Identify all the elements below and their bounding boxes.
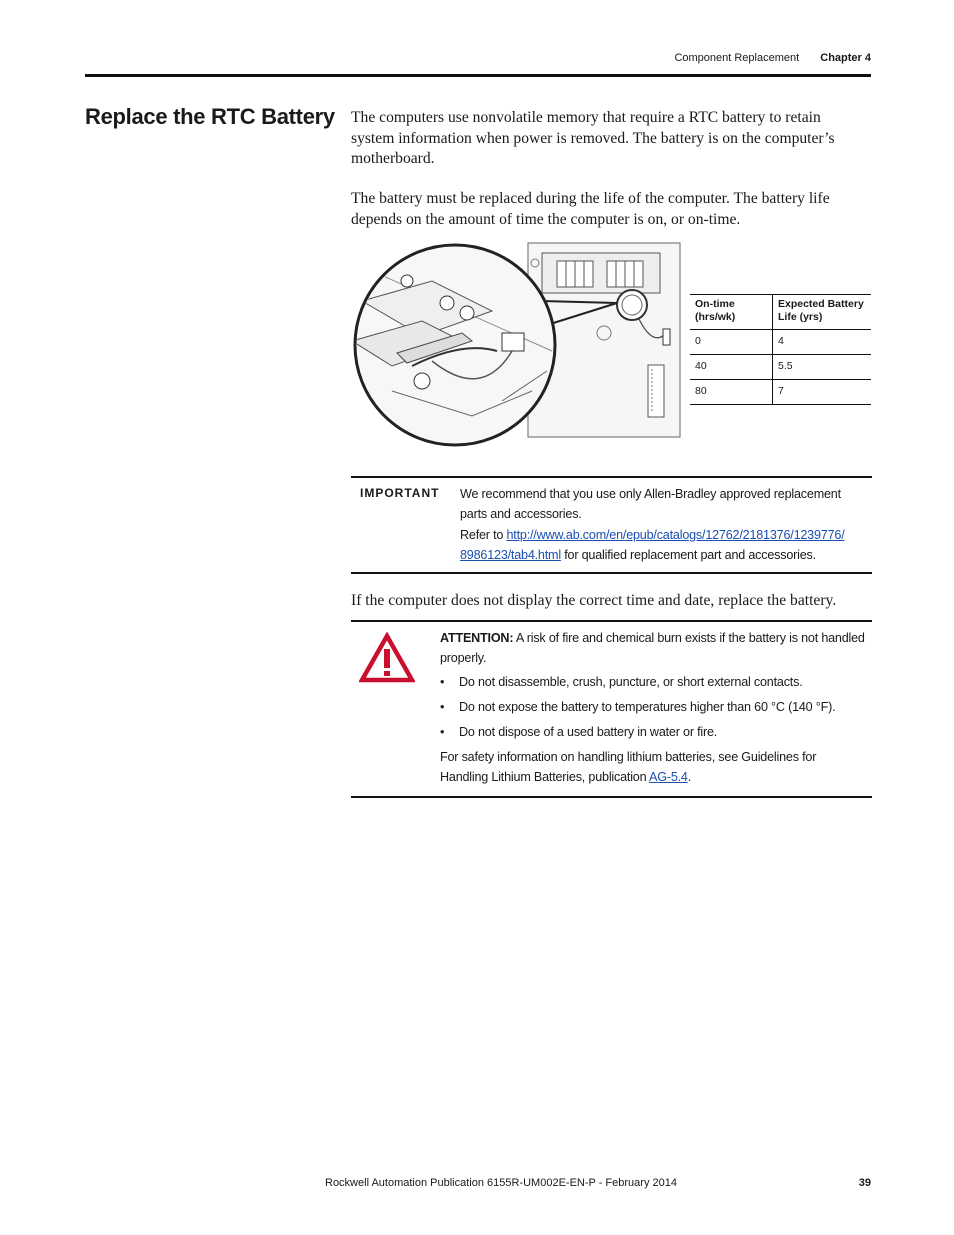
time-date-paragraph: If the computer does not display the correct time and date, replace the battery. bbox=[351, 592, 837, 609]
note-prefix: For safety information on handling lithium batteries, see Guidelines for Handling Lithium Batteries, publication bbox=[440, 750, 817, 784]
catalog-link-line2: 8986123/tab4.html bbox=[460, 548, 561, 563]
table-row bbox=[690, 380, 871, 405]
column-header-battery-life: Expected Battery Life (yrs) bbox=[773, 295, 872, 330]
catalog-link-line1: http://www.ab.com/en/epub/catalogs/12762/2181376/1239776/ bbox=[506, 527, 845, 542]
header-chapter: Chapter 4 bbox=[820, 52, 871, 64]
publication-footer: Rockwell Automation Publication 6155R-UM002E-EN-P - February 2014 bbox=[325, 1177, 677, 1189]
attention-notice bbox=[351, 620, 872, 798]
table-cell: 4 bbox=[773, 330, 872, 355]
list-item: • Do not expose the battery to temperatures higher than 60 °C (140 °F). bbox=[440, 697, 865, 717]
page-title: Replace the RTC Battery bbox=[85, 104, 335, 129]
ag-5-4-link[interactable]: AG-5.4 bbox=[649, 770, 688, 784]
table-cell: 7 bbox=[773, 380, 872, 405]
table-cell: 40 bbox=[690, 355, 773, 380]
important-body bbox=[460, 484, 865, 566]
attention-lead: ATTENTION: bbox=[440, 631, 514, 645]
note-suffix: . bbox=[687, 770, 692, 784]
intro-paragraph: The computers use nonvolatile memory that require a RTC battery to retain system information when power is removed. The battery is on the computer’s motherboard. bbox=[351, 109, 835, 167]
important-notice bbox=[351, 476, 872, 574]
table-cell: 5.5 bbox=[773, 355, 872, 380]
attention-text: A risk of fire and chemical burn exists if the battery is not handled properly. bbox=[440, 631, 865, 665]
battery-life-table bbox=[690, 294, 871, 405]
table-row bbox=[690, 330, 871, 355]
refer-suffix: for qualified replacement part and accessories. bbox=[560, 548, 816, 563]
attention-body bbox=[440, 628, 865, 787]
motherboard-rtc-battery-illustration bbox=[352, 241, 682, 453]
attention-statement bbox=[440, 628, 865, 668]
important-label: IMPORTANT bbox=[360, 486, 440, 500]
attention-note bbox=[440, 747, 865, 787]
attention-bullets bbox=[440, 672, 865, 742]
table-row bbox=[690, 355, 871, 380]
table-header-row bbox=[690, 295, 871, 330]
warning-triangle-icon bbox=[359, 632, 415, 684]
page-number: 39 bbox=[858, 1177, 871, 1189]
refer-prefix: Refer to bbox=[460, 527, 507, 542]
important-text: We recommend that you use only Allen-Bradley approved replacement parts and accessories. bbox=[460, 487, 841, 522]
list-item: • Do not disassemble, crush, puncture, or short external contacts. bbox=[440, 672, 865, 692]
header-rule bbox=[85, 74, 871, 77]
header-section: Component Replacement bbox=[674, 52, 800, 64]
battery-life-paragraph: The battery must be replaced during the life of the computer. The battery life depends on the amount of time the computer is on, or on-time. bbox=[351, 190, 830, 228]
list-item: • Do not dispose of a used battery in water or fire. bbox=[440, 722, 865, 742]
running-header bbox=[674, 52, 871, 64]
table-cell: 0 bbox=[690, 330, 773, 355]
table-cell: 80 bbox=[690, 380, 773, 405]
column-header-on-time: On-time (hrs/wk) bbox=[690, 295, 773, 330]
